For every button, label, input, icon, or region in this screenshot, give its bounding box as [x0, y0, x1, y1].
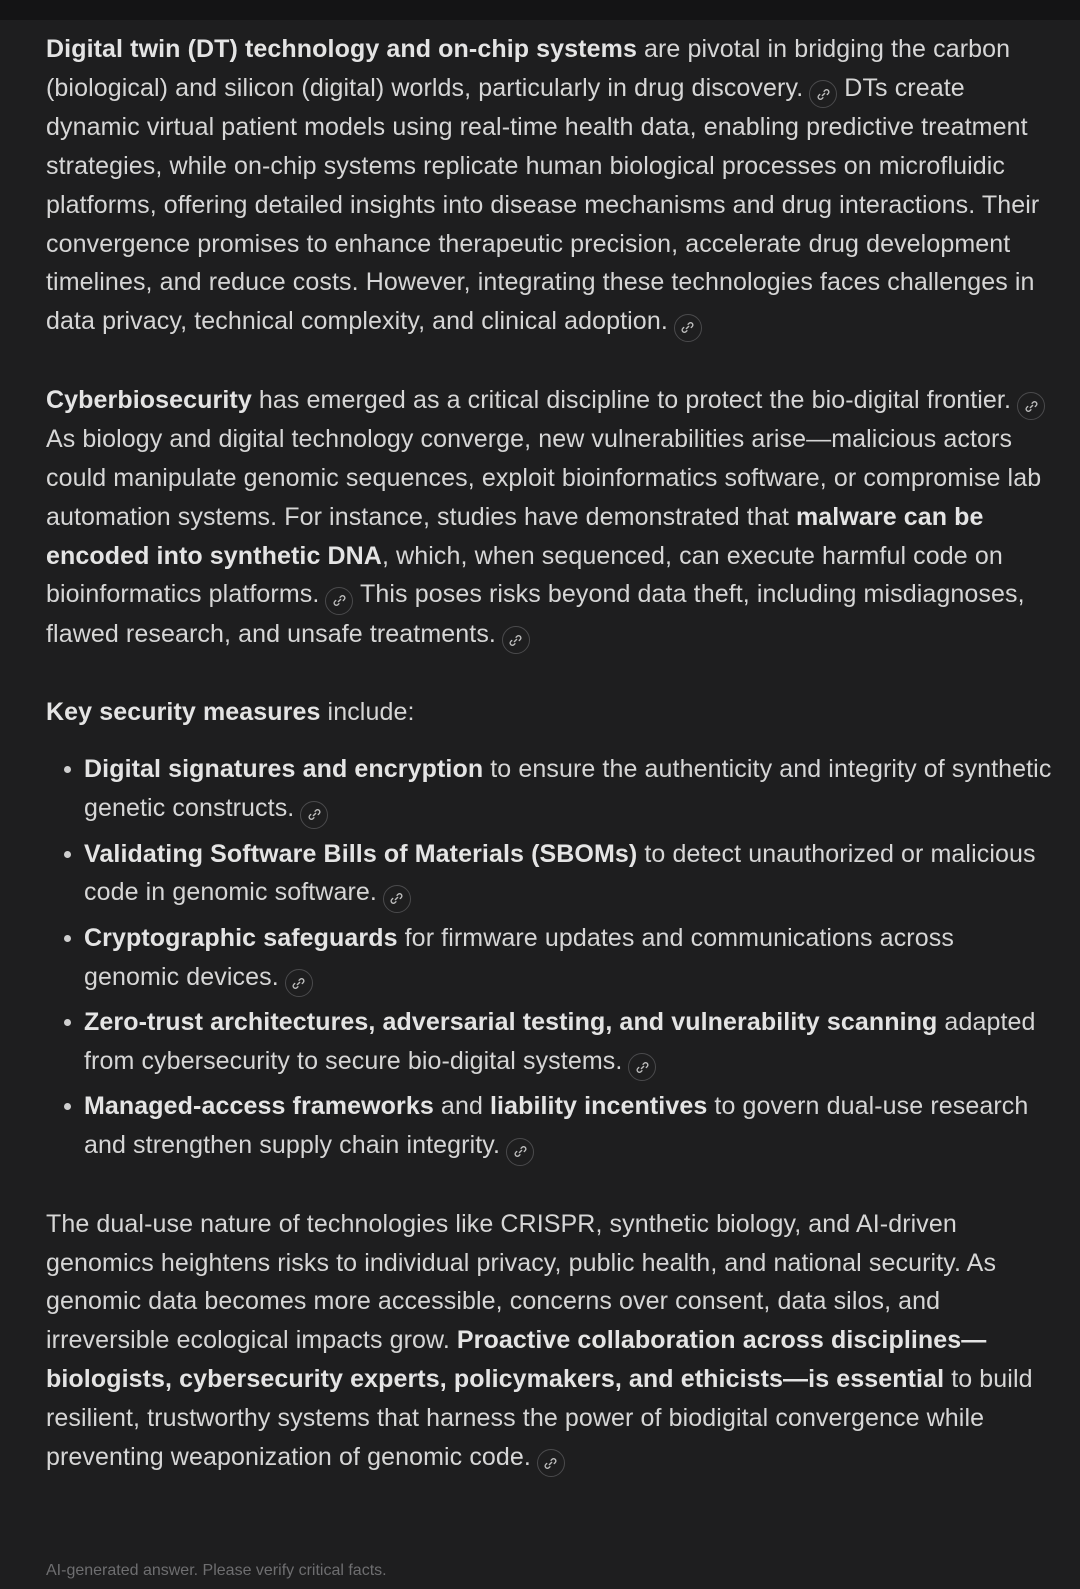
list-item-text: to govern dual-use research and strengthen supply chain integrity.	[84, 1092, 1029, 1160]
paragraph-text: to build resilient, trustworthy systems that harness the power of biodigital convergence while preventing weaponization of genomic code.	[46, 1364, 1033, 1471]
citation-link-icon[interactable]	[300, 801, 328, 829]
citation-link-icon[interactable]	[506, 1138, 534, 1166]
paragraph-key-measures	[46, 693, 1056, 732]
list-item	[84, 750, 1056, 828]
list-item-text: to ensure the authenticity and integrity of synthetic genetic constructs.	[84, 755, 1052, 823]
paragraph-dual-use	[46, 1205, 1056, 1477]
bold-text: Zero-trust architectures, adversarial testing, and vulnerability scanning	[84, 1008, 938, 1037]
list-item	[84, 1003, 1056, 1081]
ai-disclaimer: AI-generated answer. Please verify critical facts.	[46, 1562, 387, 1579]
list-item	[84, 835, 1056, 913]
paragraph-text: The dual-use nature of technologies like CRISPR, synthetic biology, and AI-driven genomics heightens risks to individual privacy, public health, and national security. As genomic data becomes more accessible, concerns over consent, data silos, and irreversible ecological impacts grow.	[46, 1209, 997, 1355]
paragraph-text: , which, when sequenced, can execute harmful code on bioinformatics platforms.	[46, 541, 1003, 609]
paragraph-text: include:	[320, 698, 415, 727]
paragraph-text: DTs create dynamic virtual patient models using real-time health data, enabling predictive treatment strategies, while on-chip systems replicate human biological processes on microfluidic platforms, offering detailed insights into disease mechanisms and drug interactions. Their convergence promises to enhance therapeutic precision, accelerate drug development timelines, and reduce costs. However, integrating these technologies faces challenges in data privacy, technical complexity, and clinical adoption.	[46, 73, 1040, 336]
paragraph-text: As biology and digital technology converge, new vulnerabilities arise—malicious actors could manipulate genomic sequences, exploit bioinformatics software, or compromise lab automation systems. For instance, studies have demonstrated that	[46, 425, 1042, 531]
bold-text: Cyberbiosecurity	[46, 385, 252, 414]
security-measures-list	[46, 750, 1056, 1165]
bold-text: Proactive collaboration across disciplines—biologists, cybersecurity experts, policymakers, and ethicists—is essential	[46, 1326, 987, 1393]
bold-text: Key security measures	[46, 698, 321, 727]
paragraph-text: This poses risks beyond data theft, including misdiagnoses, flawed research, and unsafe treatments.	[46, 580, 1025, 648]
bold-text: malware can be encoded into synthetic DNA	[46, 502, 984, 570]
answer-content	[46, 30, 1056, 1516]
citation-link-icon[interactable]	[285, 969, 313, 997]
bold-text: Digital signatures and encryption	[84, 755, 484, 784]
top-bar	[0, 0, 1080, 20]
list-item-text: and	[433, 1092, 490, 1121]
bold-text: liability incentives	[490, 1092, 708, 1121]
citation-link-icon[interactable]	[628, 1053, 656, 1081]
citation-link-icon[interactable]	[674, 314, 702, 342]
citation-link-icon[interactable]	[1017, 392, 1045, 420]
paragraph-text: has emerged as a critical discipline to protect the bio-digital frontier.	[251, 385, 1012, 414]
list-item	[84, 1087, 1056, 1165]
paragraph-cyberbiosecurity	[46, 381, 1056, 655]
list-item	[84, 919, 1056, 997]
bold-text: Validating Software Bills of Materials (SBOMs)	[84, 839, 638, 868]
citation-link-icon[interactable]	[502, 626, 530, 654]
citation-link-icon[interactable]	[537, 1449, 565, 1477]
bold-text: Digital twin (DT) technology and on-chip systems	[46, 35, 637, 63]
citation-link-icon[interactable]	[325, 587, 353, 615]
list-item-text: adapted from cybersecurity to secure bio-digital systems.	[84, 1008, 1036, 1075]
citation-link-icon[interactable]	[809, 80, 837, 108]
bold-text: Managed-access frameworks	[84, 1092, 434, 1121]
paragraph-digital-twin	[46, 30, 1056, 342]
paragraph-text: are pivotal in bridging the carbon (biological) and silicon (digital) worlds, particularly in drug discovery.	[46, 35, 1011, 102]
citation-link-icon[interactable]	[383, 885, 411, 913]
list-item-text: for firmware updates and communications across genomic devices.	[84, 923, 954, 991]
bold-text: Cryptographic safeguards	[84, 923, 398, 952]
list-item-text: to detect unauthorized or malicious code in genomic software.	[84, 839, 1036, 907]
